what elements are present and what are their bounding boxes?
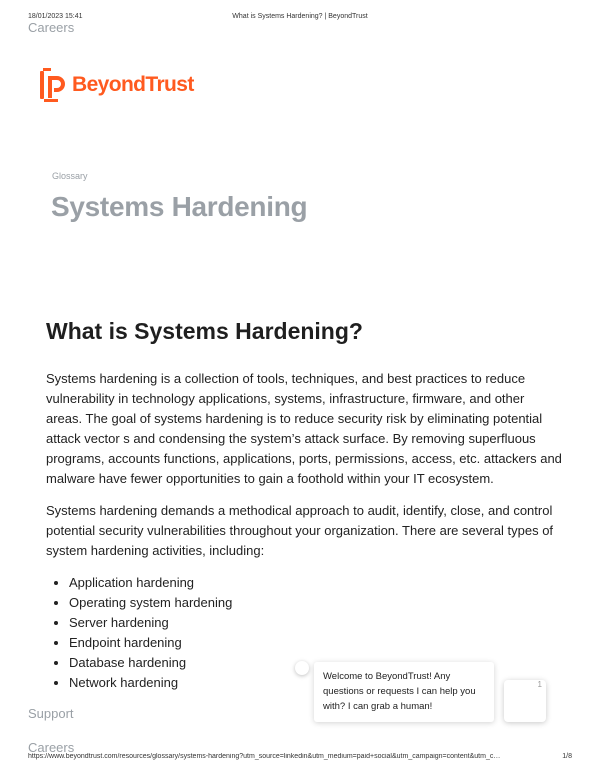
chat-close-dot[interactable] [295, 661, 309, 675]
brand-wordmark: BeyondTrust [72, 73, 194, 96]
article-paragraph: Systems hardening demands a methodical approach to audit, identify, close, and control potential security vulnerabilities throughout your organization. There are several types of system hardening activities, including: [46, 503, 554, 558]
nav-link-label: Careers [28, 740, 75, 752]
print-datetime: 18/01/2023 15:41 [28, 13, 83, 20]
chat-message: Welcome to BeyondTrust! Any questions or requests I can help you with? I can grab a human! [323, 671, 476, 712]
breadcrumb[interactable]: Glossary [52, 171, 88, 181]
list-item: • Server hardening [69, 613, 562, 633]
chat-unread-badge: 1 [537, 680, 542, 689]
list-item: • Endpoint hardening [69, 633, 562, 653]
beyondtrust-logo-icon [40, 68, 67, 102]
nav-link-careers-bottom[interactable] [28, 740, 74, 752]
chat-welcome-bubble[interactable] [314, 662, 494, 722]
brand-logo[interactable] [40, 68, 194, 102]
article-paragraph: Systems hardening is a collection of tools, techniques, and best practices to reduce vulnerability in technology applications, systems, infrastructure, firmware, and other areas. The goal of systems hardening is to reduce security risk by eliminating potential attack vector s and condensing the system’s attack surface. By removing superfluous programs, accounts functions, applications, ports, permissions, access, etc. attackers and malware have fewer opportunities to gain a foothold within your IT ecosystem. [46, 371, 562, 486]
article-content [46, 318, 562, 693]
list-item: • Application hardening [69, 573, 562, 593]
list-item: • Network hardening [69, 673, 562, 693]
print-footer [28, 753, 572, 765]
page-title: Systems Hardening [51, 191, 308, 222]
print-page-number: 1/8 [562, 753, 572, 760]
list-item: • Operating system hardening [69, 593, 562, 613]
article-heading: What is Systems Hardening? [46, 318, 363, 344]
nav-link-support[interactable]: Support [28, 706, 74, 721]
chat-launcher-button[interactable] [504, 680, 546, 722]
list-item: • Database hardening [69, 653, 562, 673]
print-url: https://www.beyondtrust.com/resources/glossary/systems-hardening?utm_source=linkedin&utm_medium=paid+social&utm_campaign=content&utm_c… [28, 753, 501, 760]
nav-link-careers-top[interactable] [28, 20, 74, 34]
print-doc-title: What is Systems Hardening? | BeyondTrust [232, 13, 368, 20]
nav-link-label: Careers [28, 20, 75, 34]
print-header [28, 13, 572, 25]
